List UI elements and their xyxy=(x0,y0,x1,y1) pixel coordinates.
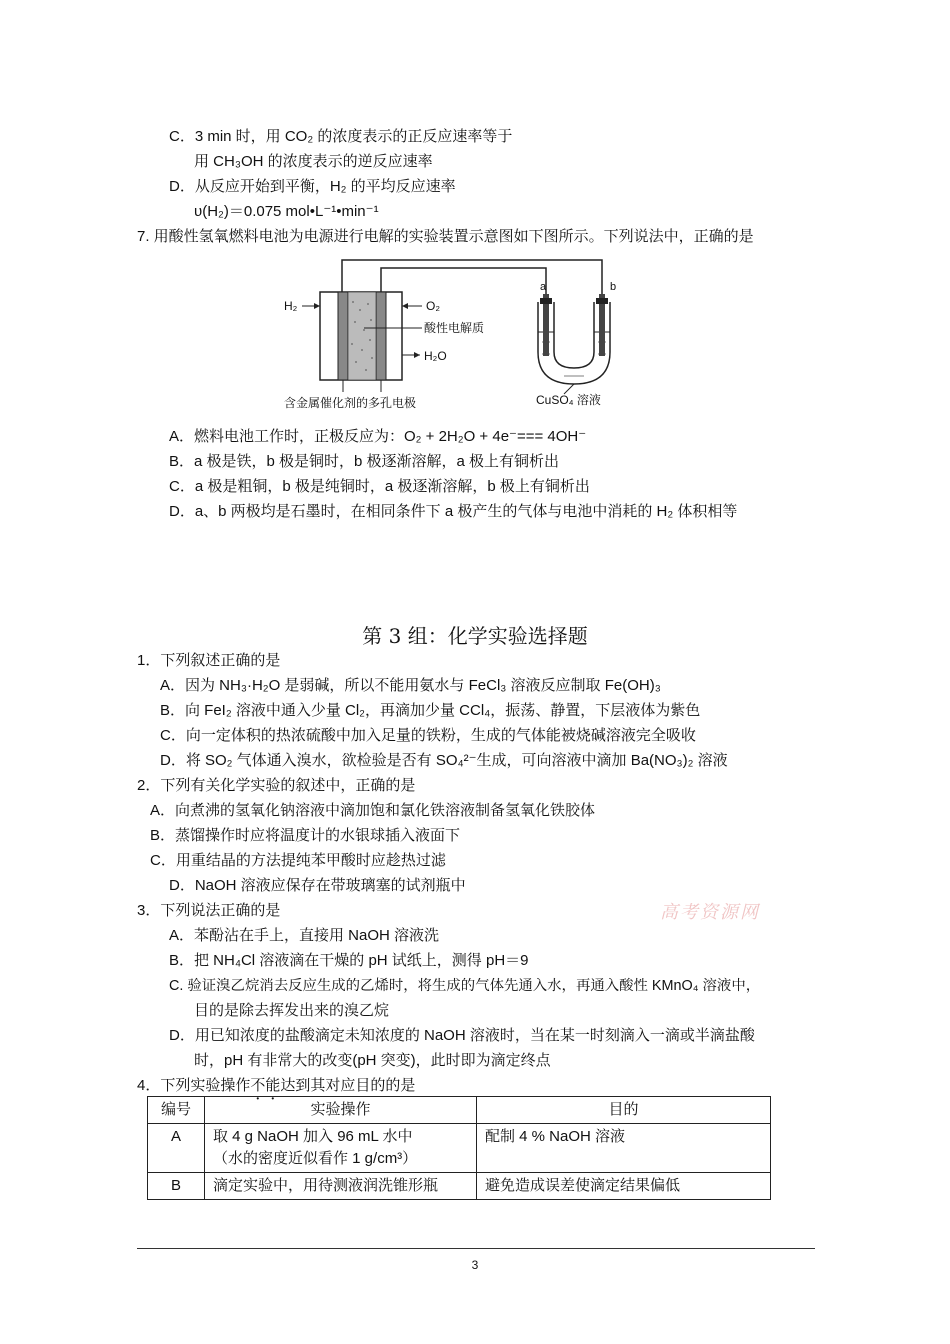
table-cell-goal: 避免造成误差使滴定结果偏低 xyxy=(477,1173,771,1200)
s3q4-stem-emphasis: 不能 xyxy=(250,1077,281,1094)
q7-option-d: D．a、b 两极均是石墨时，在相同条件下 a 极产生的气体与电池中消耗的 H₂ 体积相等 xyxy=(169,503,738,520)
q6-option-c-line2: 用 CH₃OH 的浓度表示的逆反应速率 xyxy=(194,153,433,170)
page-number: 3 xyxy=(471,1258,479,1272)
fig-electrode-a-label: a xyxy=(540,281,547,293)
s3q1-option-b: B．向 FeI₂ 溶液中通入少量 Cl₂，再滴加少量 CCl₄，振荡、静置，下层液体为紫色 xyxy=(160,702,701,719)
q6-option-c-line1: C．3 min 时，用 CO₂ 的浓度表示的正反应速率等于 xyxy=(169,128,513,145)
table-cell-operation-line2: （水的密度近似看作 1 g/cm³） xyxy=(213,1150,418,1167)
q7-stem: 7. 用酸性氢氧燃料电池为电源进行电解的实验装置示意图如下图所示。下列说法中，正确的是 xyxy=(137,228,754,245)
footer-divider xyxy=(137,1248,815,1249)
s3q3-option-c-line1: C. 验证溴乙烷消去反应生成的乙烯时，将生成的气体先通入水，再通入酸性 KMnO₄ 溶液中， xyxy=(169,978,761,994)
fig-cuso4-label: CuSO₄ 溶液 xyxy=(536,393,601,407)
q7-option-b: B．a 极是铁，b 极是铜时，b 极逐渐溶解，a 极上有铜析出 xyxy=(169,453,560,470)
s3q2-option-b: B．蒸馏操作时应将温度计的水银球插入液面下 xyxy=(150,827,461,844)
fig-electrode-b-label: b xyxy=(610,281,617,293)
table-cell-operation-line1: 取 4 g NaOH 加入 96 mL 水中 xyxy=(213,1128,413,1145)
fig-o2-label: O₂ xyxy=(426,299,440,313)
section-title: 第 3 组：化学实验选择题 xyxy=(362,624,588,648)
s3q1-option-d: D．将 SO₂ 气体通入溴水，欲检验是否有 SO₄²⁻生成，可向溶液中滴加 Ba(NO₃)₂ 溶液 xyxy=(160,752,728,769)
s3q3-stem: 3．下列说法正确的是 xyxy=(137,902,281,919)
table-header-goal: 目的 xyxy=(477,1097,771,1124)
s3q1-option-a: A．因为 NH₃·H₂O 是弱碱，所以不能用氨水与 FeCl₃ 溶液反应制取 Fe(OH)₃ xyxy=(160,677,661,694)
table-header-row xyxy=(148,1097,771,1124)
s3q1-option-c: C．向一定体积的热浓硫酸中加入足量的铁粉，生成的气体能被烧碱溶液完全吸收 xyxy=(160,727,696,744)
s3q2-option-d: D．NaOH 溶液应保存在带玻璃塞的试剂瓶中 xyxy=(169,877,466,894)
s3q4-stem-pre: 4．下列实验操作 xyxy=(137,1077,251,1094)
s3q1-stem: 1．下列叙述正确的是 xyxy=(137,652,281,669)
q6-option-d-line2: υ(H₂)＝0.075 mol•L⁻¹•min⁻¹ xyxy=(194,203,379,220)
table-row xyxy=(148,1173,771,1200)
s3q3-option-b: B．把 NH₄Cl 溶液滴在干燥的 pH 试纸上，测得 pH＝9 xyxy=(169,952,529,969)
fig-h2-label: H₂ xyxy=(284,299,298,313)
q7-option-c: C．a 极是粗铜，b 极是纯铜时，a 极逐渐溶解，b 极上有铜析出 xyxy=(169,478,590,495)
table-cell-operation xyxy=(205,1124,477,1173)
electrolysis-diagram xyxy=(280,252,630,417)
table-cell-id: A xyxy=(148,1124,205,1173)
s3q3-option-d-line1: D．用已知浓度的盐酸滴定未知浓度的 NaOH 溶液时，当在某一时刻滴入一滴或半滴盐酸 xyxy=(169,1027,755,1044)
fig-electrolyte-label: 酸性电解质 xyxy=(424,321,485,335)
table-row xyxy=(148,1124,771,1173)
s3q4-stem-post: 达到其对应目的的是 xyxy=(280,1077,416,1094)
table-cell-goal: 配制 4 % NaOH 溶液 xyxy=(477,1124,771,1173)
s3q2-option-a: A．向煮沸的氢氧化钠溶液中滴加饱和氯化铁溶液制备氢氧化铁胶体 xyxy=(150,802,596,819)
s3q3-option-d-line2: 时，pH 有非常大的改变(pH 突变)，此时即为滴定终点 xyxy=(194,1052,551,1069)
table-header-id: 编号 xyxy=(148,1097,205,1124)
fig-electrode-label: 含金属催化剂的多孔电极 xyxy=(284,396,417,410)
s3q3-option-a: A．苯酚沾在手上，直接用 NaOH 溶液洗 xyxy=(169,927,440,944)
q6-option-d-line1: D．从反应开始到平衡，H₂ 的平均反应速率 xyxy=(169,178,456,195)
s3q2-option-c: C．用重结晶的方法提纯苯甲酸时应趁热过滤 xyxy=(150,852,446,869)
s3q3-option-c-line2: 目的是除去挥发出来的溴乙烷 xyxy=(194,1002,390,1019)
fig-h2o-label: H₂O xyxy=(424,349,447,363)
experiment-table xyxy=(147,1096,771,1200)
table-cell-id: B xyxy=(148,1173,205,1200)
s3q2-stem: 2．下列有关化学实验的叙述中，正确的是 xyxy=(137,777,416,794)
table-cell-operation: 滴定实验中，用待测液润洗锥形瓶 xyxy=(205,1173,477,1200)
table-header-operation: 实验操作 xyxy=(205,1097,477,1124)
watermark: 高考资源网 xyxy=(660,902,760,923)
q7-option-a: A．燃料电池工作时，正极反应为：O₂ + 2H₂O + 4e⁻=== 4OH⁻ xyxy=(169,428,587,445)
